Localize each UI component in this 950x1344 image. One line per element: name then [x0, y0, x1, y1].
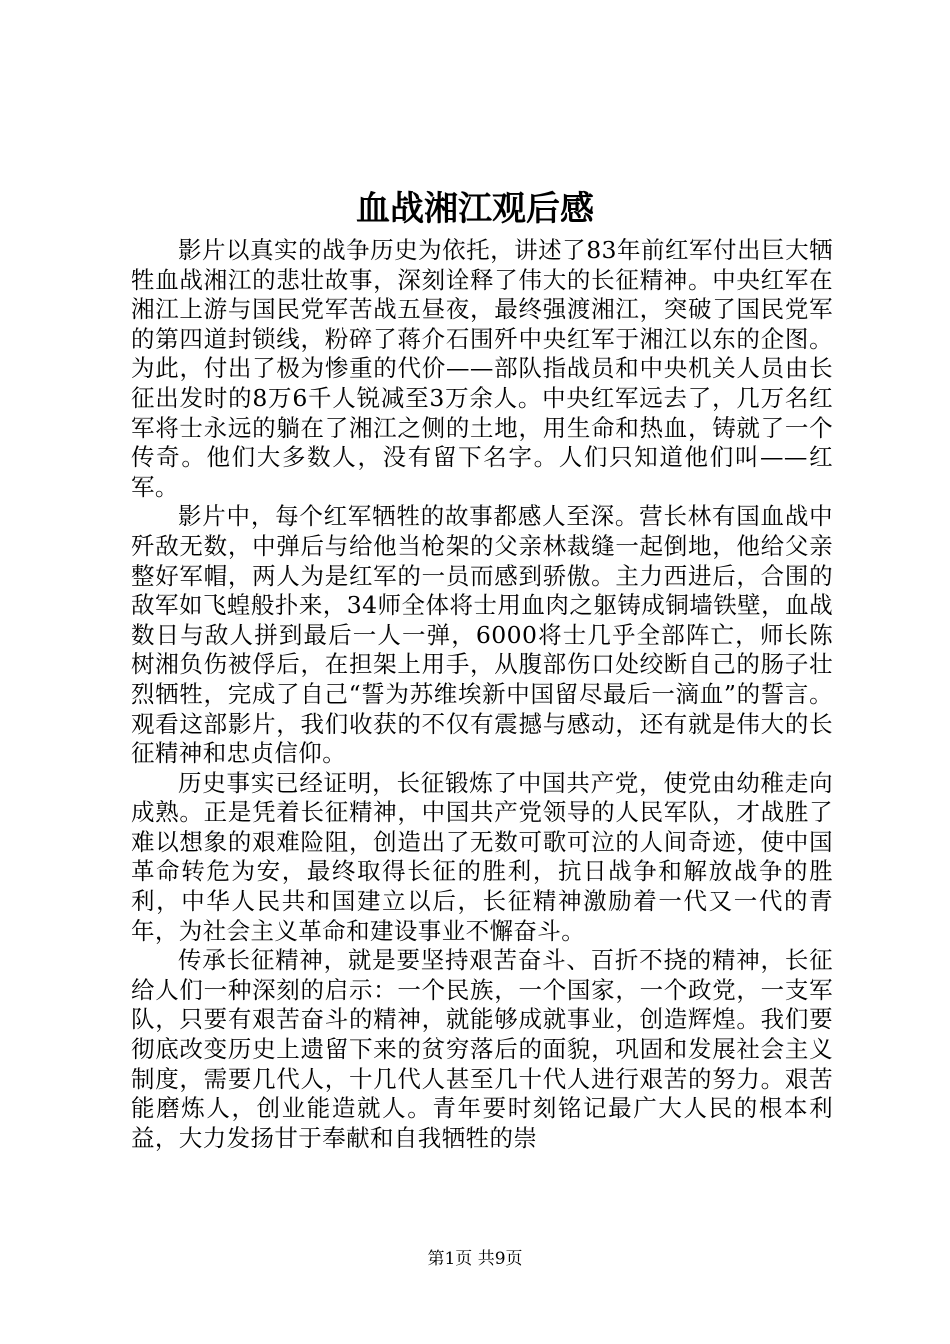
- page-number-footer: 第1页 共9页: [427, 1249, 523, 1269]
- paragraph-2: 影片中，每个红军牺牲的故事都感人至深。营长林有国血战中歼敌无数，中弹后与给他当枪架的父亲林裁缝一起倒地，他给父亲整好军帽，两人为是红军的一员而感到骄傲。主力西进后，合围的敌军如飞蝗般扑来，34师全体将士用血肉之躯铸成铜墙铁壁，血战数日与敌人拼到最后一人一弹，6000将士几乎全部阵亡，师长陈树湘负伤被俘后，在担架上用手，从腹部伤口处绞断自己的肠子壮烈牺牲，完成了自己“誓为苏维埃新中国留尽最后一滴血”的誓言。观看这部影片，我们收获的不仅有震撼与感动，还有就是伟大的长征精神和忠贞信仰。: [131, 502, 833, 768]
- paragraph-3: 历史事实已经证明，长征锻炼了中国共产党，使党由幼稚走向成熟。正是凭着长征精神，中国共产党领导的人民军队，才战胜了难以想象的艰难险阻，创造出了无数可歌可泣的人间奇迹，使中国革命转危为安，最终取得长征的胜利，抗日战争和解放战争的胜利，中华人民共和国建立以后，长征精神激励着一代又一代的青年，为社会主义革命和建设事业不懈奋斗。: [131, 768, 833, 945]
- paragraph-1: 影片以真实的战争历史为依托，讲述了83年前红军付出巨大牺牲血战湘江的悲壮故事，深刻诠释了伟大的长征精神。中央红军在湘江上游与国民党军苦战五昼夜，最终强渡湘江，突破了国民党军的第四道封锁线，粉碎了蒋介石围歼中央红军于湘江以东的企图。为此，付出了极为惨重的代价——部队指战员和中央机关人员由长征出发时的8万6千人锐减至3万余人。中央红军远去了，几万名红军将士永远的躺在了湘江之侧的土地，用生命和热血，铸就了一个传奇。他们大多数人，没有留下名字。人们只知道他们叫——红军。: [131, 236, 833, 501]
- document-body: [131, 236, 833, 1153]
- paragraph-4: 传承长征精神，就是要坚持艰苦奋斗、百折不挠的精神，长征给人们一种深刻的启示：一个民族，一个国家，一个政党，一支军队，只要有艰苦奋斗的精神，就能够成就事业，创造辉煌。我们要彻底改变历史上遗留下来的贫穷落后的面貌，巩固和发展社会主义制度，需要几代人，十几代人甚至几十代人进行艰苦的努力。艰苦能磨炼人，创业能造就人。青年要时刻铭记最广大人民的根本利益，大力发扬甘于奉献和自我牺牲的崇: [131, 946, 833, 1152]
- document-title: 血战湘江观后感: [356, 189, 594, 229]
